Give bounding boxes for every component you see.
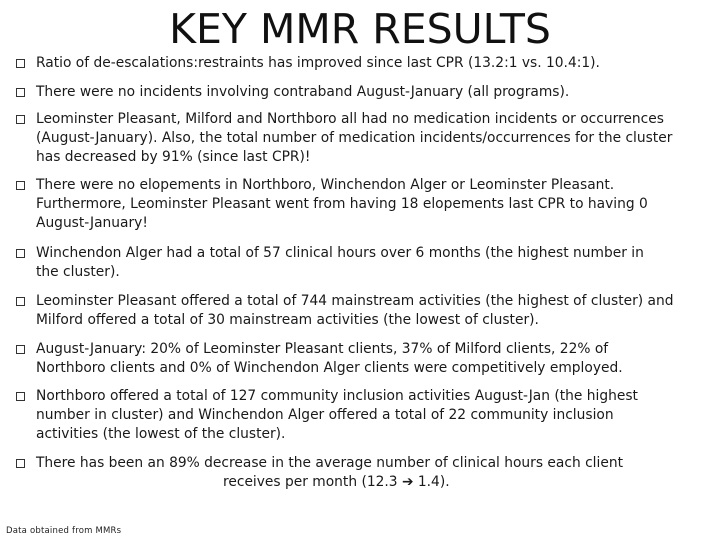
square-bullet-icon (16, 297, 25, 306)
bullet-text: Leominster Pleasant, Milford and Northboro all had no medication incidents or occurrences (August-January). Also, the total number of medication incidents/occurrences for the cluster has decreased by 91% (since last CPR)! (36, 111, 673, 165)
square-bullet-icon (16, 345, 25, 354)
square-bullet-icon (16, 115, 25, 124)
square-bullet-icon (16, 59, 25, 68)
bullet-text: There were no elopements in Northboro, Winchendon Alger or Leominster Pleasant. Furthermore, Leominster Pleasant went from having 18 elopements last CPR to having 0 August-January! (36, 177, 648, 231)
bullet-text-line: There has been an 89% decrease in the average number of clinical hours each client (36, 455, 623, 471)
square-bullet-icon (16, 88, 25, 97)
bullet-text-centered-second-line (36, 454, 708, 492)
bullet-text: Leominster Pleasant offered a total of 744 mainstream activities (the highest of cluster) and Milford offered a total of 30 mainstream activities (the lowest of cluster). (36, 293, 674, 328)
square-bullet-icon (16, 459, 25, 468)
square-bullet-icon (16, 249, 25, 258)
footer-source-note: Data obtained from MMRs (6, 526, 122, 536)
bullet-text: Northboro offered a total of 127 community inclusion activities August-Jan (the highest number in cluster) and Winchendon Alger offered a total of 22 community inclusion activities (the lowest of the cluster). (36, 388, 638, 442)
square-bullet-icon (16, 392, 25, 401)
bullet-text: Winchendon Alger had a total of 57 clinical hours over 6 months (the highest number in the cluster). (36, 245, 644, 280)
bullet-text: Ratio of de-escalations:restraints has improved since last CPR (13.2:1 vs. 10.4:1). (36, 55, 600, 71)
bullet-text: There were no incidents involving contraband August-January (all programs). (36, 84, 570, 100)
square-bullet-icon (16, 181, 25, 190)
bullet-text-line: receives per month (12.3 ➔ 1.4). (223, 474, 450, 490)
slide-title: KEY MMR RESULTS (169, 5, 551, 53)
bullet-text: August-January: 20% of Leominster Pleasant clients, 37% of Milford clients, 22% of Northboro clients and 0% of Winchendon Alger clients were competitively employed. (36, 341, 623, 376)
